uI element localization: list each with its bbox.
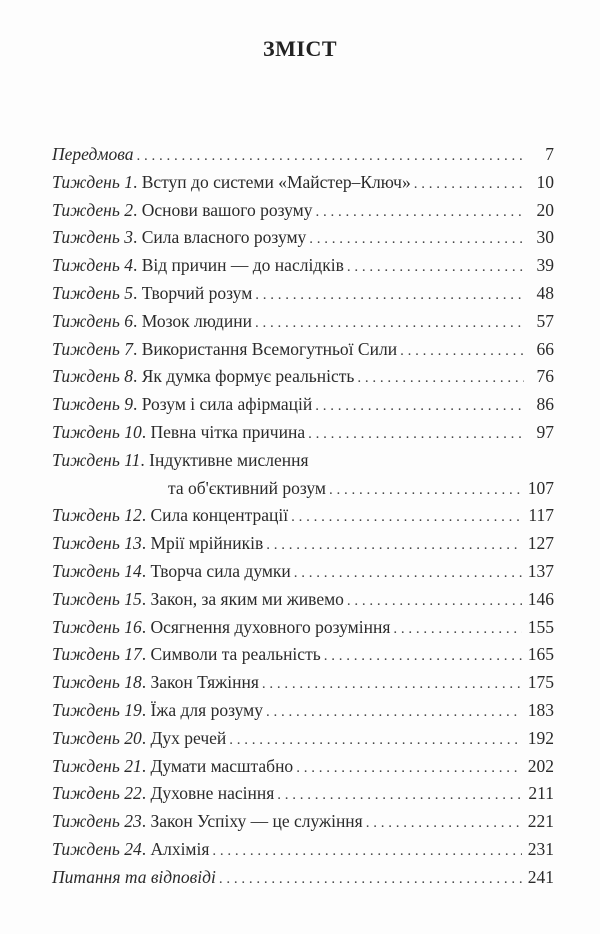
chapter-title: Використання Всемогутньої Сили (141, 338, 398, 359)
week-prefix: Тиждень 22 (52, 783, 142, 804)
toc-page-number: 107 (527, 477, 554, 498)
toc-entry-label: Тиждень 20. Дух речей (52, 727, 227, 748)
toc-entry-label: Тиждень 15. Закон, за яким ми живемо (52, 588, 344, 609)
week-prefix: Тиждень 21 (52, 755, 142, 776)
toc-entry-week-11[interactable] (52, 447, 554, 475)
toc-entry-label: Питання та відповіді (52, 866, 216, 887)
toc-page-number: 127 (527, 533, 554, 554)
toc-entry-week-9[interactable] (52, 391, 554, 419)
dot-leader (329, 477, 522, 505)
toc-entry-label: Тиждень 14. Творча сила думки (52, 560, 291, 581)
toc-page-number: 39 (536, 255, 554, 276)
toc-page-number: 202 (527, 755, 554, 776)
toc-page-number: 30 (536, 227, 554, 248)
toc-entry-label: Тиждень 1. Вступ до системи «Майстер–Ключ» (52, 171, 411, 192)
week-prefix: Тиждень 19 (52, 699, 142, 720)
toc-entry-label: Тиждень 2. Основи вашого розуму (52, 199, 313, 220)
toc-entry-week-3[interactable] (52, 224, 554, 252)
dot-leader (347, 588, 522, 616)
chapter-title: Сила власного розуму (141, 227, 307, 248)
chapter-title: Основи вашого розуму (141, 199, 313, 220)
toc-entry-label: Тиждень 12. Сила концентрації (52, 505, 289, 526)
toc-entry-label: Тиждень 4. Від причин — до наслідків (52, 255, 344, 276)
chapter-title: Творча сила думки (150, 560, 291, 581)
chapter-title: Осягнення духовного розуміння (150, 616, 391, 637)
week-prefix: Тиждень 20 (52, 727, 142, 748)
toc-entry-week-16[interactable] (52, 614, 554, 642)
toc-entry-label: Тиждень 8. Як думка формує реальність (52, 366, 355, 387)
dot-leader (414, 171, 524, 199)
week-prefix: Тиждень 13 (52, 533, 142, 554)
chapter-title: Духовне насіння (150, 783, 275, 804)
chapter-title: Певна чітка причина (150, 421, 306, 442)
chapter-title: Сила концентрації (150, 505, 289, 526)
toc-page-number: 10 (536, 171, 554, 192)
toc-entry-preface[interactable] (52, 141, 554, 169)
chapter-title: Закон Успіху — це служіння (150, 811, 363, 832)
toc-page-number: 137 (527, 560, 554, 581)
chapter-title: Мрії мрійників (150, 533, 264, 554)
toc-entry-label: Тиждень 16. Осягнення духовного розуміння (52, 616, 391, 637)
chapter-title: Творчий розум (141, 282, 253, 303)
chapter-title: Мозок людини (141, 310, 252, 331)
chapter-title: Закон, за яким ми живемо (150, 588, 344, 609)
dot-leader (294, 560, 522, 588)
toc-entry-week-4[interactable] (52, 252, 554, 280)
toc-entry-label: Тиждень 3. Сила власного розуму (52, 227, 307, 248)
dot-leader (266, 532, 521, 560)
week-prefix: Тиждень 4 (52, 255, 133, 276)
week-prefix: Тиждень 1 (52, 171, 133, 192)
week-prefix: Тиждень 24 (52, 838, 142, 859)
toc-entry-week-12[interactable] (52, 502, 554, 530)
toc-entry-week-19[interactable] (52, 697, 554, 725)
toc-entry-week-10[interactable] (52, 419, 554, 447)
toc-entry-week-1[interactable] (52, 169, 554, 197)
toc-entry-qa[interactable] (52, 864, 554, 892)
toc-entry-week-18[interactable] (52, 669, 554, 697)
chapter-title-continuation: та об'єктивний розум (168, 477, 326, 498)
page-title: ЗМІСТ (263, 36, 337, 61)
dot-leader (266, 699, 522, 727)
table-of-contents (52, 141, 554, 892)
week-prefix: Тиждень 5 (52, 282, 133, 303)
week-prefix: Тиждень 15 (52, 588, 142, 609)
toc-entry-week-7[interactable] (52, 336, 554, 364)
toc-entry-label: Тиждень 5. Творчий розум (52, 282, 253, 303)
toc-entry-label: Тиждень 18. Закон Тяжіння (52, 672, 259, 693)
dot-leader (347, 254, 524, 282)
chapter-title: Як думка формує реальність (141, 366, 355, 387)
week-prefix: Тиждень 6 (52, 310, 133, 331)
week-prefix: Тиждень 17 (52, 644, 142, 665)
week-prefix: Тиждень 23 (52, 811, 142, 832)
toc-page-number: 20 (536, 199, 554, 220)
toc-page-number: 183 (527, 699, 554, 720)
toc-entry-week-17[interactable] (52, 641, 554, 669)
toc-page-number: 7 (545, 144, 554, 164)
toc-entry-label: Передмова (52, 144, 134, 164)
toc-page-number: 241 (527, 866, 554, 887)
week-prefix: Тиждень 16 (52, 616, 142, 637)
week-prefix: Тиждень 9 (52, 394, 133, 415)
dot-leader (315, 393, 524, 421)
toc-entry-label: Тиждень 23. Закон Успіху — це служіння (52, 811, 363, 832)
week-prefix: Тиждень 8 (52, 366, 133, 387)
toc-page-number: 175 (527, 672, 554, 693)
toc-entry-label: Тиждень 6. Мозок людини (52, 310, 252, 331)
toc-page-number: 221 (527, 811, 554, 832)
week-prefix: Тиждень 3 (52, 227, 133, 248)
toc-page-number: 231 (527, 838, 554, 859)
toc-entry-week-22[interactable] (52, 780, 554, 808)
toc-page-number: 48 (536, 282, 554, 303)
toc-entry-label: Тиждень 7. Використання Всемогутньої Сили (52, 338, 398, 359)
chapter-title: Вступ до системи «Майстер–Ключ» (141, 171, 411, 192)
toc-entry-week-20[interactable] (52, 725, 554, 753)
week-prefix: Тиждень 14 (52, 560, 142, 581)
week-prefix: Тиждень 7 (52, 338, 133, 359)
chapter-title: Індуктивне мислення (149, 449, 309, 470)
chapter-title: Розум і сила афірмацій (141, 394, 313, 415)
week-prefix: Тиждень 18 (52, 672, 142, 693)
dot-leader (393, 616, 521, 644)
toc-page-number: 192 (527, 727, 554, 748)
toc-entry-label: Тиждень 17. Символи та реальність (52, 644, 321, 665)
toc-page-number: 211 (528, 783, 554, 804)
chapter-title: Їжа для розуму (150, 699, 263, 720)
toc-page-number: 76 (536, 366, 554, 387)
toc-entry-week-15[interactable] (52, 586, 554, 614)
dot-leader (308, 421, 524, 449)
toc-entry-week-2[interactable] (52, 197, 554, 225)
toc-entry-week-23[interactable] (52, 808, 554, 836)
week-prefix: Тиждень 12 (52, 505, 142, 526)
chapter-title: Думати масштабно (150, 755, 294, 776)
toc-entry-label: Тиждень 21. Думати масштабно (52, 755, 294, 776)
dot-leader (136, 143, 524, 171)
dot-leader (255, 310, 524, 338)
dot-leader (219, 866, 522, 894)
dot-leader (291, 504, 522, 532)
toc-entry-label: Тиждень 19. Їжа для розуму (52, 699, 263, 720)
toc-entry-week-14[interactable] (52, 558, 554, 586)
dot-leader (277, 782, 522, 810)
chapter-title: Від причин — до наслідків (141, 255, 344, 276)
dot-leader (212, 838, 521, 866)
toc-entry-week-5[interactable] (52, 280, 554, 308)
chapter-title: Дух речей (150, 727, 227, 748)
dot-leader (316, 199, 524, 227)
dot-leader (296, 755, 522, 783)
toc-page-number: 155 (527, 616, 554, 637)
week-prefix: Тиждень 11 (52, 449, 141, 470)
toc-entry-week-13[interactable] (52, 530, 554, 558)
toc-page-number: 117 (528, 505, 554, 526)
dot-leader (262, 671, 522, 699)
toc-entry-label: Тиждень 24. Алхімія (52, 838, 210, 859)
toc-page-number: 57 (536, 310, 554, 331)
dot-leader (324, 643, 522, 671)
toc-entry-label: Тиждень 13. Мрії мрійників (52, 533, 264, 554)
toc-entry-week-24[interactable] (52, 836, 554, 864)
toc-entry-week-8[interactable] (52, 363, 554, 391)
chapter-title: Закон Тяжіння (150, 672, 259, 693)
toc-page-number: 165 (527, 644, 554, 665)
dot-leader (255, 282, 524, 310)
toc-entry-week-21[interactable] (52, 753, 554, 781)
toc-entry-week-11-continuation[interactable] (52, 475, 554, 503)
chapter-title: Алхімія (150, 838, 210, 859)
toc-entry-label: Тиждень 9. Розум і сила афірмацій (52, 394, 313, 415)
toc-entry-week-6[interactable] (52, 308, 554, 336)
toc-page-number: 66 (536, 338, 554, 359)
dot-leader (229, 727, 521, 755)
dot-leader (400, 338, 524, 366)
week-prefix: Тиждень 2 (52, 199, 133, 220)
dot-leader (357, 365, 524, 393)
chapter-title: Символи та реальність (150, 644, 321, 665)
toc-page-number: 97 (536, 421, 554, 442)
toc-entry-label: Тиждень 11. Індуктивне мислення (52, 449, 309, 470)
dot-leader (309, 226, 524, 254)
toc-entry-label: Тиждень 10. Певна чітка причина (52, 421, 306, 442)
toc-entry-label: Тиждень 22. Духовне насіння (52, 783, 275, 804)
week-prefix: Тиждень 10 (52, 421, 142, 442)
dot-leader (366, 810, 522, 838)
toc-page-number: 146 (527, 588, 554, 609)
toc-page-number: 86 (536, 394, 554, 415)
